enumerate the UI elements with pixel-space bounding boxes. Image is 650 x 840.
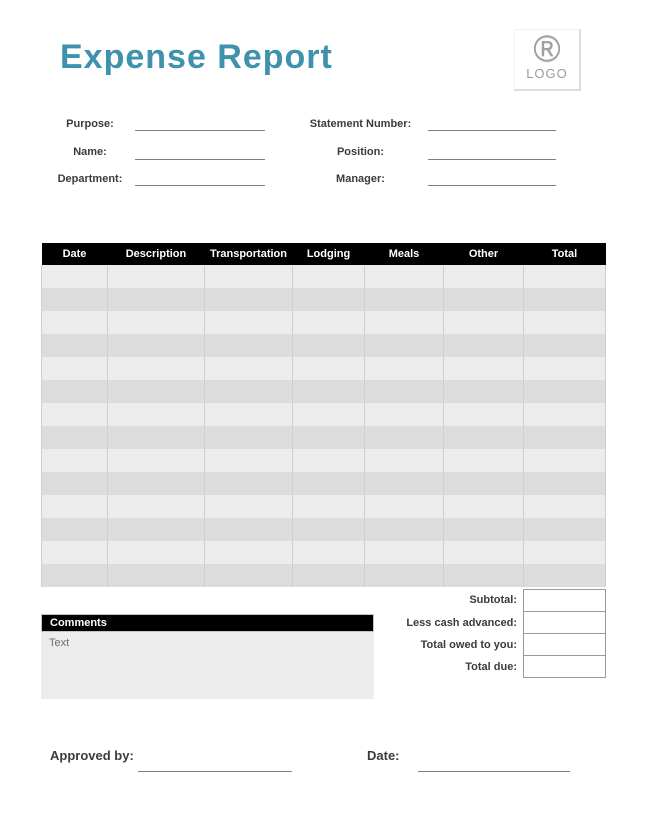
- name-label: Name:: [73, 146, 107, 158]
- expense-cell[interactable]: [205, 334, 293, 357]
- expense-cell[interactable]: [444, 495, 524, 518]
- expense-row: [42, 564, 606, 587]
- expense-cell[interactable]: [205, 518, 293, 541]
- column-header-transportation: Transportation: [205, 243, 293, 265]
- subtotal-value-box[interactable]: [523, 589, 606, 612]
- expense-table: [41, 243, 605, 587]
- expense-cell[interactable]: [524, 380, 606, 403]
- comments-text-area[interactable]: Text: [41, 632, 374, 699]
- expense-row: [42, 288, 606, 311]
- expense-cell[interactable]: [444, 311, 524, 334]
- expense-cell[interactable]: [42, 541, 108, 564]
- expense-cell[interactable]: [444, 541, 524, 564]
- expense-cell[interactable]: [42, 518, 108, 541]
- expense-cell[interactable]: [205, 357, 293, 380]
- subtotal-label: Subtotal:: [469, 594, 517, 606]
- total-due-value-box[interactable]: [523, 655, 606, 678]
- page-title: Expense Report: [60, 38, 333, 76]
- expense-cell[interactable]: [108, 541, 205, 564]
- expense-cell[interactable]: [108, 334, 205, 357]
- purpose-label: Purpose:: [66, 118, 114, 130]
- less-cash-advanced-label: Less cash advanced:: [406, 617, 517, 629]
- comments-section: [41, 614, 374, 699]
- expense-row: [42, 403, 606, 426]
- date-label: Date:: [367, 748, 400, 763]
- expense-cell[interactable]: [108, 403, 205, 426]
- expense-table-body: [42, 265, 606, 587]
- expense-cell[interactable]: [444, 564, 524, 587]
- expense-row: [42, 426, 606, 449]
- name-input-line[interactable]: [135, 149, 265, 160]
- expense-cell[interactable]: [524, 426, 606, 449]
- expense-cell[interactable]: [524, 288, 606, 311]
- date-input-line[interactable]: [418, 761, 570, 772]
- expense-row: [42, 311, 606, 334]
- expense-cell[interactable]: [444, 472, 524, 495]
- column-header-meals: Meals: [365, 243, 444, 265]
- expense-cell[interactable]: [293, 449, 365, 472]
- expense-cell[interactable]: [444, 380, 524, 403]
- expense-cell[interactable]: [42, 311, 108, 334]
- company-logo: [514, 29, 581, 91]
- expense-cell[interactable]: [524, 564, 606, 587]
- manager-input-line[interactable]: [428, 175, 556, 186]
- expense-cell[interactable]: [293, 518, 365, 541]
- expense-cell[interactable]: [293, 288, 365, 311]
- position-label: Position:: [336, 146, 385, 158]
- expense-cell[interactable]: [365, 426, 444, 449]
- expense-cell[interactable]: [524, 265, 606, 288]
- expense-cell[interactable]: [205, 265, 293, 288]
- expense-cell[interactable]: [524, 403, 606, 426]
- expense-cell[interactable]: [293, 541, 365, 564]
- expense-cell[interactable]: [365, 518, 444, 541]
- expense-cell[interactable]: [293, 334, 365, 357]
- expense-cell[interactable]: [365, 472, 444, 495]
- expense-cell[interactable]: [524, 495, 606, 518]
- expense-cell[interactable]: [444, 518, 524, 541]
- expense-cell[interactable]: [365, 311, 444, 334]
- expense-cell[interactable]: [42, 403, 108, 426]
- total-due-label: Total due:: [465, 661, 517, 673]
- expense-row: [42, 334, 606, 357]
- expense-cell[interactable]: [205, 426, 293, 449]
- expense-cell[interactable]: [444, 334, 524, 357]
- expense-cell[interactable]: [205, 288, 293, 311]
- column-header-date: Date: [42, 243, 108, 265]
- expense-row: [42, 495, 606, 518]
- expense-cell[interactable]: [365, 403, 444, 426]
- expense-cell[interactable]: [108, 265, 205, 288]
- position-input-line[interactable]: [428, 149, 556, 160]
- expense-cell[interactable]: [108, 518, 205, 541]
- expense-cell[interactable]: [42, 357, 108, 380]
- expense-cell[interactable]: [524, 518, 606, 541]
- approved-by-input-line[interactable]: [138, 761, 292, 772]
- expense-cell[interactable]: [293, 311, 365, 334]
- expense-table-header-row: [42, 243, 606, 265]
- expense-cell[interactable]: [108, 311, 205, 334]
- expense-cell[interactable]: [524, 357, 606, 380]
- expense-row: [42, 380, 606, 403]
- expense-cell[interactable]: [444, 403, 524, 426]
- expense-cell[interactable]: [108, 380, 205, 403]
- expense-cell[interactable]: [365, 541, 444, 564]
- expense-cell[interactable]: [205, 541, 293, 564]
- totals-boxes: [523, 589, 606, 678]
- expense-row: [42, 265, 606, 288]
- expense-cell[interactable]: [42, 449, 108, 472]
- expense-cell[interactable]: [444, 265, 524, 288]
- purpose-input-line[interactable]: [135, 120, 265, 131]
- statement-number-input-line[interactable]: [428, 120, 556, 131]
- expense-cell[interactable]: [293, 426, 365, 449]
- expense-cell[interactable]: [293, 472, 365, 495]
- expense-cell[interactable]: [365, 495, 444, 518]
- column-header-total: Total: [524, 243, 606, 265]
- expense-cell[interactable]: [205, 403, 293, 426]
- expense-cell[interactable]: [42, 564, 108, 587]
- expense-cell[interactable]: [205, 472, 293, 495]
- expense-cell[interactable]: [524, 472, 606, 495]
- expense-cell[interactable]: [524, 334, 606, 357]
- department-input-line[interactable]: [135, 175, 265, 186]
- expense-row: [42, 449, 606, 472]
- registered-trademark-icon: ®: [533, 28, 561, 69]
- statement-number-label: Statement Number:: [309, 118, 412, 130]
- expense-cell[interactable]: [205, 564, 293, 587]
- expense-cell[interactable]: [205, 380, 293, 403]
- expense-cell[interactable]: [108, 564, 205, 587]
- expense-cell[interactable]: [293, 403, 365, 426]
- expense-cell[interactable]: [444, 426, 524, 449]
- expense-row: [42, 541, 606, 564]
- expense-cell[interactable]: [293, 265, 365, 288]
- expense-cell[interactable]: [205, 495, 293, 518]
- total-owed-to-you-label: Total owed to you:: [420, 639, 517, 651]
- expense-row: [42, 472, 606, 495]
- expense-cell[interactable]: [365, 288, 444, 311]
- logo-label: LOGO: [526, 66, 568, 81]
- approved-by-label: Approved by:: [50, 748, 134, 763]
- column-header-lodging: Lodging: [293, 243, 365, 265]
- expense-cell[interactable]: [365, 357, 444, 380]
- expense-cell[interactable]: [293, 357, 365, 380]
- expense-cell[interactable]: [365, 449, 444, 472]
- column-header-other: Other: [444, 243, 524, 265]
- expense-cell[interactable]: [444, 449, 524, 472]
- comments-header: Comments: [41, 614, 374, 632]
- manager-label: Manager:: [336, 173, 385, 185]
- expense-cell[interactable]: [444, 357, 524, 380]
- expense-cell[interactable]: [42, 472, 108, 495]
- column-header-description: Description: [108, 243, 205, 265]
- expense-cell[interactable]: [42, 288, 108, 311]
- expense-cell[interactable]: [524, 449, 606, 472]
- expense-cell[interactable]: [108, 357, 205, 380]
- expense-cell[interactable]: [42, 380, 108, 403]
- expense-cell[interactable]: [205, 311, 293, 334]
- expense-cell[interactable]: [444, 288, 524, 311]
- expense-cell[interactable]: [42, 265, 108, 288]
- expense-cell[interactable]: [365, 380, 444, 403]
- expense-cell[interactable]: [365, 265, 444, 288]
- expense-cell[interactable]: [205, 449, 293, 472]
- expense-cell[interactable]: [365, 334, 444, 357]
- expense-cell[interactable]: [293, 495, 365, 518]
- expense-cell[interactable]: [293, 564, 365, 587]
- expense-cell[interactable]: [108, 472, 205, 495]
- expense-row: [42, 518, 606, 541]
- expense-cell[interactable]: [108, 426, 205, 449]
- expense-row: [42, 357, 606, 380]
- expense-cell[interactable]: [108, 449, 205, 472]
- less-cash-advanced-value-box[interactable]: [523, 611, 606, 634]
- expense-cell[interactable]: [42, 426, 108, 449]
- expense-cell[interactable]: [365, 564, 444, 587]
- expense-cell[interactable]: [293, 380, 365, 403]
- department-label: Department:: [57, 173, 123, 185]
- expense-cell[interactable]: [42, 495, 108, 518]
- expense-cell[interactable]: [108, 288, 205, 311]
- total-owed-to-you-value-box[interactable]: [523, 633, 606, 656]
- expense-cell[interactable]: [42, 334, 108, 357]
- expense-cell[interactable]: [524, 311, 606, 334]
- expense-cell[interactable]: [108, 495, 205, 518]
- expense-cell[interactable]: [524, 541, 606, 564]
